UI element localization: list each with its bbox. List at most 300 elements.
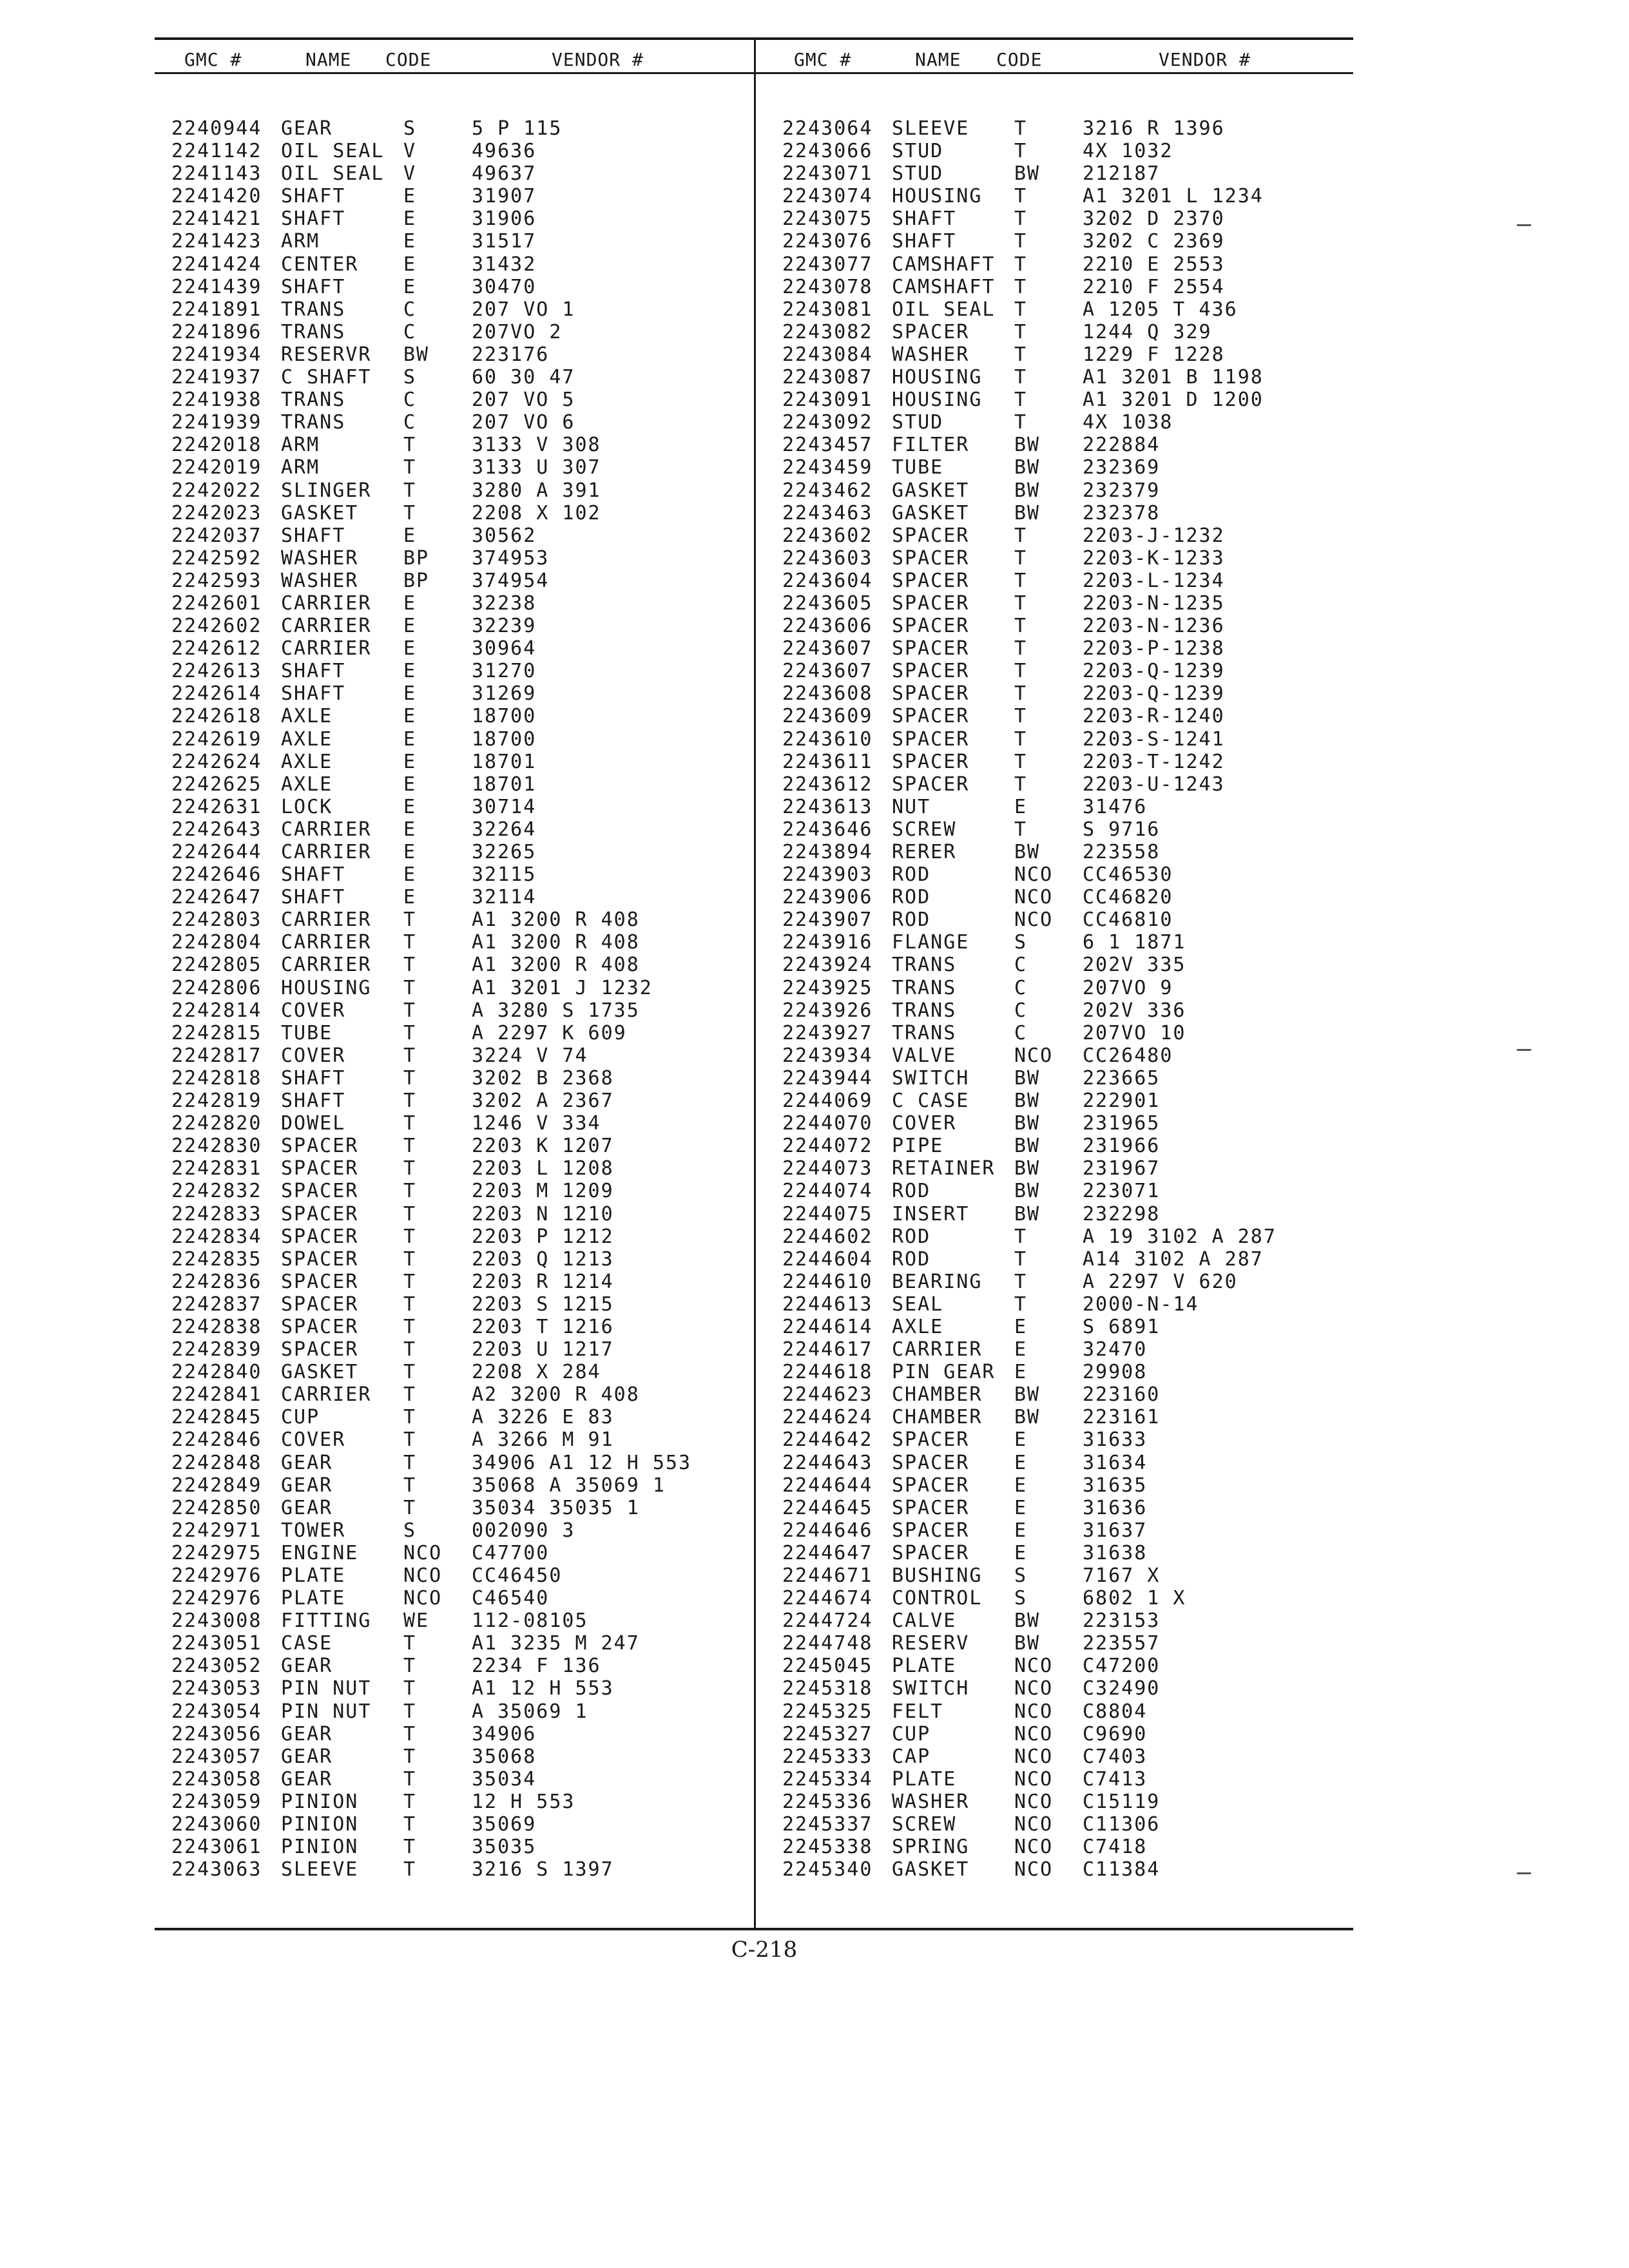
cell-name: GASKET: [281, 501, 359, 524]
cell-name: GEAR: [281, 1451, 333, 1474]
cell-vendor: S 6891: [1083, 1315, 1161, 1338]
cell-name: ENGINE: [281, 1541, 359, 1564]
cell-vendor: 222884: [1083, 434, 1161, 457]
cell-gmc: 2243609: [782, 705, 873, 728]
cell-code: BW: [1014, 841, 1041, 863]
cell-vendor: 223665: [1083, 1066, 1161, 1090]
cell-name: TRANS: [892, 999, 957, 1022]
cell-code: E: [1014, 1315, 1028, 1338]
cell-name: GEAR: [281, 1655, 333, 1678]
cell-name: SHAFT: [281, 207, 346, 231]
cell-code: T: [403, 999, 417, 1022]
cell-name: FLANGE: [892, 931, 970, 954]
cell-gmc: 2242819: [171, 1090, 262, 1113]
cell-code: T: [1014, 275, 1028, 298]
cell-gmc: 2243462: [782, 479, 873, 502]
cell-code: T: [1014, 591, 1028, 615]
cell-vendor: 374953: [472, 546, 550, 570]
cell-vendor: A 19 3102 A 287: [1083, 1225, 1277, 1248]
cell-code: T: [1014, 682, 1028, 706]
cell-vendor: 207 VO 1: [472, 298, 575, 321]
margin-mark: [1517, 224, 1531, 226]
cell-vendor: 3202 B 2368: [472, 1066, 614, 1090]
cell-name: SPACER: [892, 1496, 970, 1519]
cell-name: NUT: [892, 795, 931, 818]
cell-vendor: 35035: [472, 1836, 537, 1859]
cell-gmc: 2241143: [171, 162, 262, 186]
cell-gmc: 2243903: [782, 863, 873, 887]
cell-gmc: 2243607: [782, 660, 873, 683]
cell-gmc: 2244074: [782, 1180, 873, 1203]
cell-gmc: 2245334: [782, 1767, 873, 1791]
cell-gmc: 2242592: [171, 546, 262, 570]
cell-code: E: [403, 207, 417, 231]
cell-name: AXLE: [281, 750, 333, 773]
cell-gmc: 2242646: [171, 863, 262, 887]
cell-name: TUBE: [281, 1021, 333, 1044]
cell-name: COVER: [281, 1428, 346, 1452]
cell-name: OIL SEAL: [892, 298, 996, 321]
cell-vendor: 2203 L 1208: [472, 1157, 614, 1180]
cell-vendor: 212187: [1083, 162, 1161, 186]
cell-name: SCREW: [892, 1813, 957, 1836]
cell-gmc: 2241420: [171, 185, 262, 208]
cell-vendor: CC46450: [472, 1564, 563, 1587]
cell-code: T: [403, 1700, 417, 1723]
cell-code: S: [403, 1519, 417, 1542]
cell-vendor: 232379: [1083, 479, 1161, 502]
cell-vendor: 207 VO 5: [472, 389, 575, 412]
cell-gmc: 2243605: [782, 591, 873, 615]
cell-name: PINION: [281, 1813, 359, 1836]
header-name: NAME: [915, 49, 961, 70]
cell-name: SPACER: [892, 773, 970, 796]
cell-gmc: 2242835: [171, 1247, 262, 1271]
cell-code: NCO: [1014, 908, 1054, 932]
cell-gmc: 2243075: [782, 207, 873, 231]
cell-name: TRANS: [892, 1021, 957, 1044]
cell-code: T: [1014, 1293, 1028, 1316]
cell-code: E: [403, 591, 417, 615]
cell-name: SPACER: [892, 524, 970, 547]
cell-gmc: 2242830: [171, 1135, 262, 1158]
cell-gmc: 2242593: [171, 569, 262, 592]
cell-code: C: [1014, 976, 1028, 999]
cell-name: SHAFT: [281, 863, 346, 887]
cell-name: CARRIER: [281, 818, 372, 841]
cell-code: S: [1014, 931, 1028, 954]
cell-gmc: 2241423: [171, 230, 262, 253]
cell-gmc: 2243457: [782, 434, 873, 457]
cell-code: E: [1014, 1428, 1028, 1452]
cell-vendor: 2203-T-1242: [1083, 750, 1225, 773]
cell-gmc: 2243613: [782, 795, 873, 818]
cell-code: BW: [1014, 1135, 1041, 1158]
cell-gmc: 2242613: [171, 660, 262, 683]
cell-name: GEAR: [281, 1474, 333, 1497]
cell-vendor: 223176: [472, 343, 550, 366]
cell-vendor: C9690: [1083, 1722, 1148, 1745]
cell-name: SHAFT: [281, 886, 346, 909]
cell-code: T: [403, 1428, 417, 1452]
cell-name: GASKET: [892, 501, 970, 524]
cell-name: SPACER: [892, 320, 970, 343]
cell-vendor: 32239: [472, 615, 537, 638]
cell-vendor: 2208 X 284: [472, 1361, 601, 1384]
cell-name: SPACER: [892, 1474, 970, 1497]
cell-name: CARRIER: [281, 615, 372, 638]
cell-name: PLATE: [892, 1767, 957, 1791]
cell-code: E: [403, 615, 417, 638]
cell-vendor: 35034: [472, 1767, 537, 1791]
cell-name: AXLE: [281, 705, 333, 728]
cell-gmc: 2244614: [782, 1315, 873, 1338]
cell-gmc: 2243934: [782, 1044, 873, 1067]
cell-gmc: 2243064: [782, 117, 873, 140]
cell-name: SPACER: [892, 1519, 970, 1542]
cell-code: T: [403, 1451, 417, 1474]
cell-vendor: 2234 F 136: [472, 1655, 601, 1678]
cell-gmc: 2243607: [782, 637, 873, 660]
cell-vendor: 223071: [1083, 1180, 1161, 1203]
cell-code: T: [1014, 207, 1028, 231]
cell-name: WASHER: [281, 546, 359, 570]
cell-code: T: [403, 954, 417, 977]
cell-vendor: 202V 336: [1083, 999, 1186, 1022]
cell-gmc: 2244644: [782, 1474, 873, 1497]
cell-gmc: 2244623: [782, 1383, 873, 1407]
cell-gmc: 2244642: [782, 1428, 873, 1452]
cell-vendor: CC46530: [1083, 863, 1173, 887]
cell-vendor: 002090 3: [472, 1519, 575, 1542]
cell-gmc: 2245336: [782, 1790, 873, 1813]
cell-gmc: 2242624: [171, 750, 262, 773]
cell-code: T: [1014, 366, 1028, 389]
cell-gmc: 2243602: [782, 524, 873, 547]
cell-name: TRANS: [281, 298, 346, 321]
cell-code: T: [403, 1406, 417, 1429]
cell-code: T: [403, 1180, 417, 1203]
cell-gmc: 2245045: [782, 1655, 873, 1678]
cell-vendor: CC46820: [1083, 886, 1173, 909]
cell-gmc: 2243612: [782, 773, 873, 796]
cell-name: CARRIER: [281, 591, 372, 615]
cell-code: BW: [1014, 1406, 1041, 1429]
cell-code: NCO: [403, 1564, 443, 1587]
cell-vendor: A 35069 1: [472, 1700, 588, 1723]
cell-code: E: [403, 863, 417, 887]
cell-code: E: [403, 795, 417, 818]
cell-name: SPACER: [892, 1541, 970, 1564]
cell-name: SPACER: [281, 1180, 359, 1203]
cell-vendor: 2208 X 102: [472, 501, 601, 524]
cell-code: E: [1014, 1361, 1028, 1384]
cell-vendor: 207VO 10: [1083, 1021, 1186, 1044]
cell-gmc: 2242018: [171, 434, 262, 457]
cell-gmc: 2242619: [171, 727, 262, 751]
cell-gmc: 2242612: [171, 637, 262, 660]
cell-code: T: [403, 1112, 417, 1135]
cell-vendor: 207VO 2: [472, 320, 563, 343]
cell-code: NCO: [1014, 1677, 1054, 1700]
cell-code: T: [1014, 411, 1028, 434]
cell-code: NCO: [1014, 1655, 1054, 1678]
cell-gmc: 2241937: [171, 366, 262, 389]
cell-name: TRANS: [281, 320, 346, 343]
cell-code: V: [403, 162, 417, 186]
cell-code: T: [1014, 818, 1028, 841]
cell-gmc: 2244613: [782, 1293, 873, 1316]
cell-name: GEAR: [281, 1496, 333, 1519]
cell-name: SPACER: [892, 1451, 970, 1474]
cell-vendor: 374954: [472, 569, 550, 592]
cell-vendor: 2210 F 2554: [1083, 275, 1225, 298]
cell-gmc: 2243092: [782, 411, 873, 434]
cell-vendor: 2203-R-1240: [1083, 705, 1225, 728]
cell-code: T: [403, 1632, 417, 1655]
cell-code: T: [1014, 253, 1028, 276]
cell-code: NCO: [403, 1587, 443, 1610]
cell-name: SWITCH: [892, 1066, 970, 1090]
cell-code: T: [403, 1858, 417, 1881]
cell-gmc: 2243082: [782, 320, 873, 343]
cell-name: GASKET: [892, 479, 970, 502]
cell-vendor: 18701: [472, 773, 537, 796]
cell-code: T: [1014, 230, 1028, 253]
cell-code: T: [403, 1225, 417, 1248]
cell-name: TRANS: [281, 411, 346, 434]
cell-code: T: [403, 1745, 417, 1768]
cell-gmc: 2243053: [171, 1677, 262, 1700]
cell-gmc: 2242848: [171, 1451, 262, 1474]
cell-name: PLATE: [892, 1655, 957, 1678]
cell-code: C: [403, 389, 417, 412]
cell-name: TUBE: [892, 456, 944, 479]
cell-vendor: 32470: [1083, 1338, 1148, 1361]
cell-name: AXLE: [281, 773, 333, 796]
cell-gmc: 2242975: [171, 1541, 262, 1564]
cell-name: SPACER: [892, 591, 970, 615]
cell-vendor: 1246 V 334: [472, 1112, 601, 1135]
cell-code: T: [403, 1813, 417, 1836]
cell-gmc: 2245327: [782, 1722, 873, 1745]
cell-gmc: 2242839: [171, 1338, 262, 1361]
cell-gmc: 2243459: [782, 456, 873, 479]
cell-name: SPACER: [892, 750, 970, 773]
cell-gmc: 2244072: [782, 1135, 873, 1158]
cell-gmc: 2243603: [782, 546, 873, 570]
cell-code: BW: [1014, 456, 1041, 479]
cell-vendor: 29908: [1083, 1361, 1148, 1384]
cell-gmc: 2243008: [171, 1610, 262, 1633]
cell-code: T: [403, 1474, 417, 1497]
cell-name: PINION: [281, 1836, 359, 1859]
cell-code: T: [403, 1293, 417, 1316]
cell-vendor: 31517: [472, 230, 537, 253]
cell-vendor: 32264: [472, 818, 537, 841]
cell-name: ARM: [281, 434, 320, 457]
cell-vendor: 49637: [472, 162, 537, 186]
cell-vendor: CC46810: [1083, 908, 1173, 932]
cell-vendor: 2203-J-1232: [1083, 524, 1225, 547]
cell-code: E: [1014, 1541, 1028, 1564]
cell-code: T: [403, 1044, 417, 1067]
cell-vendor: 32238: [472, 591, 537, 615]
cell-vendor: 31907: [472, 185, 537, 208]
cell-gmc: 2243916: [782, 931, 873, 954]
cell-gmc: 2241939: [171, 411, 262, 434]
cell-vendor: C7403: [1083, 1745, 1148, 1768]
cell-gmc: 2243078: [782, 275, 873, 298]
cell-gmc: 2242023: [171, 501, 262, 524]
cell-code: BW: [1014, 1610, 1041, 1633]
cell-name: CARRIER: [892, 1338, 983, 1361]
cell-vendor: 60 30 47: [472, 366, 575, 389]
cell-name: SPACER: [892, 546, 970, 570]
cell-vendor: 12 H 553: [472, 1790, 575, 1813]
cell-code: NCO: [1014, 1722, 1054, 1745]
cell-vendor: A14 3102 A 287: [1083, 1247, 1264, 1271]
cell-name: SHAFT: [281, 1090, 346, 1113]
cell-name: CARRIER: [281, 841, 372, 863]
cell-name: SPACER: [892, 660, 970, 683]
cell-name: SPACER: [281, 1338, 359, 1361]
cell-vendor: 4X 1038: [1083, 411, 1173, 434]
cell-gmc: 2242806: [171, 976, 262, 999]
cell-vendor: 35068 A 35069 1: [472, 1474, 666, 1497]
cell-code: T: [1014, 185, 1028, 208]
cell-name: GASKET: [892, 1858, 970, 1881]
cell-name: PLATE: [281, 1564, 346, 1587]
cell-vendor: 232369: [1083, 456, 1161, 479]
margin-mark: [1517, 1872, 1531, 1874]
bottom-rule: [155, 1928, 1353, 1930]
cell-gmc: 2244069: [782, 1090, 873, 1113]
cell-code: E: [403, 524, 417, 547]
cell-gmc: 2241938: [171, 389, 262, 412]
cell-code: T: [1014, 637, 1028, 660]
cell-vendor: 35069: [472, 1813, 537, 1836]
header-code: CODE: [996, 49, 1043, 70]
cell-gmc: 2244070: [782, 1112, 873, 1135]
cell-vendor: 223153: [1083, 1610, 1161, 1633]
cell-gmc: 2242846: [171, 1428, 262, 1452]
cell-name: SHAFT: [281, 682, 346, 706]
cell-gmc: 2243057: [171, 1745, 262, 1768]
cell-vendor: 2203 S 1215: [472, 1293, 614, 1316]
cell-vendor: 18700: [472, 705, 537, 728]
header-vendor: VENDOR #: [1159, 49, 1251, 70]
cell-gmc: 2242838: [171, 1315, 262, 1338]
cell-gmc: 2244604: [782, 1247, 873, 1271]
cell-name: CARRIER: [281, 908, 372, 932]
cell-vendor: A 2297 V 620: [1083, 1270, 1238, 1293]
cell-code: BW: [1014, 1202, 1041, 1225]
cell-vendor: 31432: [472, 253, 537, 276]
cell-name: SPACER: [281, 1202, 359, 1225]
cell-gmc: 2242602: [171, 615, 262, 638]
cell-vendor: 2203-U-1243: [1083, 773, 1225, 796]
cell-gmc: 2245325: [782, 1700, 873, 1723]
cell-code: T: [1014, 750, 1028, 773]
cell-name: STUD: [892, 162, 944, 186]
cell-name: SPACER: [281, 1270, 359, 1293]
cell-name: CARRIER: [281, 637, 372, 660]
cell-code: NCO: [1014, 1790, 1054, 1813]
cell-code: T: [403, 1383, 417, 1407]
cell-name: CHAMBER: [892, 1383, 983, 1407]
cell-gmc: 2245318: [782, 1677, 873, 1700]
cell-code: E: [1014, 1474, 1028, 1497]
cell-vendor: 1229 F 1228: [1083, 343, 1225, 366]
cell-vendor: 2203-Q-1239: [1083, 682, 1225, 706]
cell-vendor: 2203 R 1214: [472, 1270, 614, 1293]
cell-vendor: 231966: [1083, 1135, 1161, 1158]
cell-gmc: 2244624: [782, 1406, 873, 1429]
cell-vendor: 231965: [1083, 1112, 1161, 1135]
cell-name: CAMSHAFT: [892, 253, 996, 276]
cell-gmc: 2243066: [782, 140, 873, 163]
cell-gmc: 2244610: [782, 1270, 873, 1293]
cell-vendor: 2203-N-1235: [1083, 591, 1225, 615]
cell-code: T: [403, 1247, 417, 1271]
cell-vendor: C47200: [1083, 1655, 1161, 1678]
cell-name: SPACER: [281, 1315, 359, 1338]
cell-gmc: 2243926: [782, 999, 873, 1022]
cell-gmc: 2242022: [171, 479, 262, 502]
cell-gmc: 2240944: [171, 117, 262, 140]
cell-code: C: [403, 320, 417, 343]
cell-vendor: 3202 C 2369: [1083, 230, 1225, 253]
cell-code: NCO: [1014, 1836, 1054, 1859]
cell-code: T: [1014, 320, 1028, 343]
cell-code: BW: [1014, 1112, 1041, 1135]
cell-name: CALVE: [892, 1610, 957, 1633]
cell-vendor: 30964: [472, 637, 537, 660]
cell-gmc: 2244075: [782, 1202, 873, 1225]
cell-code: E: [403, 682, 417, 706]
cell-gmc: 2243608: [782, 682, 873, 706]
cell-code: BW: [1014, 434, 1041, 457]
cell-name: GEAR: [281, 1722, 333, 1745]
cell-vendor: 207 VO 6: [472, 411, 575, 434]
cell-vendor: C47700: [472, 1541, 550, 1564]
cell-name: CONTROL: [892, 1587, 983, 1610]
cell-code: E: [1014, 1451, 1028, 1474]
cell-vendor: 31270: [472, 660, 537, 683]
cell-name: SLEEVE: [892, 117, 970, 140]
cell-code: E: [403, 637, 417, 660]
cell-gmc: 2242644: [171, 841, 262, 863]
cell-vendor: 32114: [472, 886, 537, 909]
cell-code: E: [1014, 795, 1028, 818]
cell-name: ROD: [892, 886, 931, 909]
cell-name: SPRING: [892, 1836, 970, 1859]
cell-code: NCO: [403, 1541, 443, 1564]
cell-gmc: 2242971: [171, 1519, 262, 1542]
cell-name: C CASE: [892, 1090, 970, 1113]
cell-code: T: [403, 434, 417, 457]
cell-gmc: 2243606: [782, 615, 873, 638]
cell-name: DOWEL: [281, 1112, 346, 1135]
cell-gmc: 2244674: [782, 1587, 873, 1610]
cell-gmc: 2243071: [782, 162, 873, 186]
cell-vendor: 2203 K 1207: [472, 1135, 614, 1158]
cell-name: BUSHING: [892, 1564, 983, 1587]
cell-name: SPACER: [281, 1225, 359, 1248]
cell-vendor: 31476: [1083, 795, 1148, 818]
cell-name: COVER: [281, 1044, 346, 1067]
